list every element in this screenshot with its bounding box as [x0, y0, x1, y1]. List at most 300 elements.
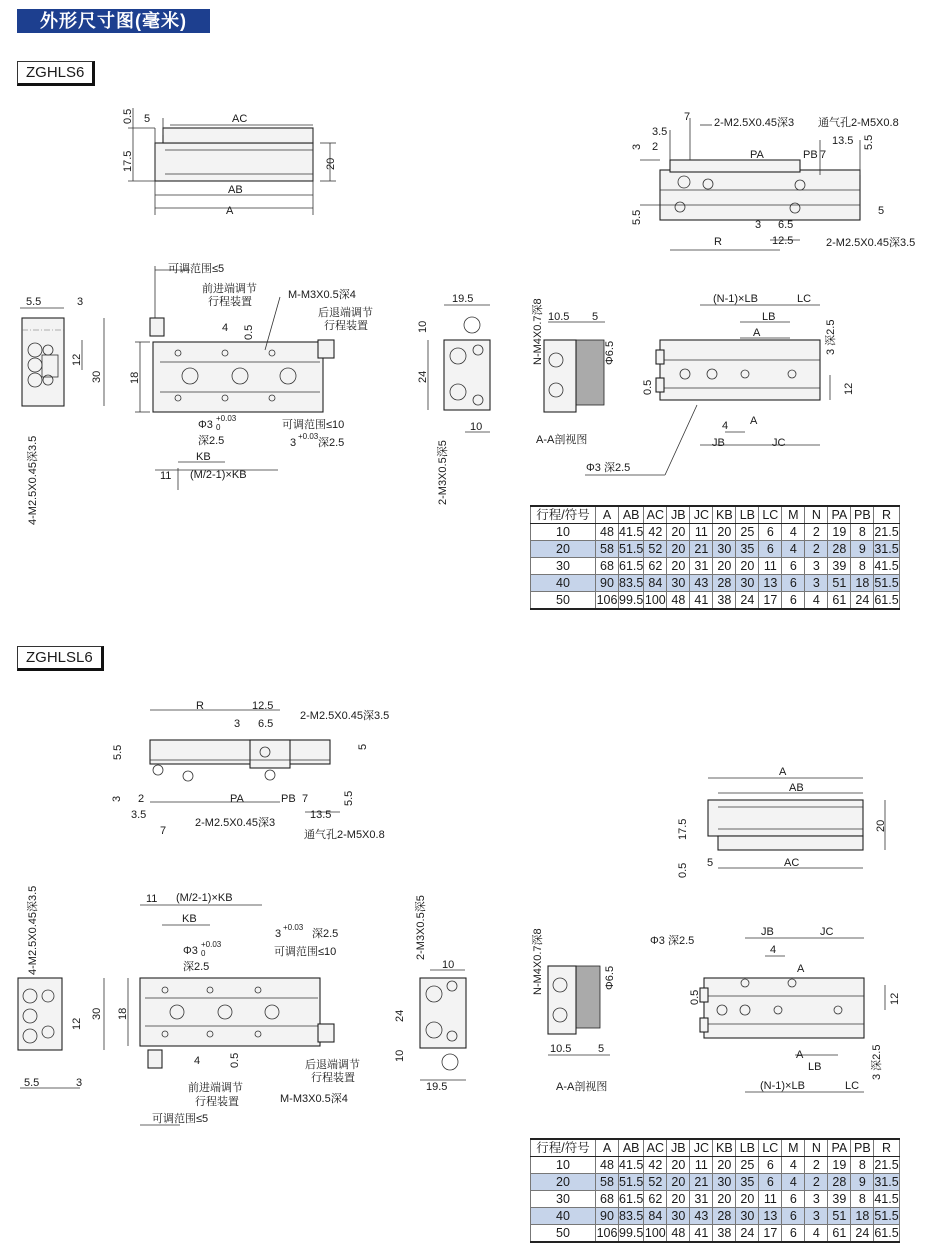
dim-label: 5.5: [631, 209, 643, 225]
table-cell: 13: [759, 575, 782, 592]
table-cell: 31.5: [874, 1175, 899, 1189]
rear-adj-label-2: 行程装置: [324, 320, 368, 332]
table-row: [531, 575, 900, 592]
zghlsl6-section-view: [531, 926, 901, 1093]
table-cell: 31.5: [874, 542, 899, 556]
table-header-cell: JC: [690, 506, 713, 524]
dim-label: 30: [91, 1007, 103, 1020]
dim-label: KB: [182, 913, 197, 925]
tap-top-label: 2-M2.5X0.45深3: [714, 117, 795, 129]
dim-label: 5.5: [343, 790, 355, 806]
table-cell: 35: [736, 541, 759, 558]
table-cell: 30: [531, 1191, 596, 1208]
dim-label: (M/2-1)×KB: [176, 892, 233, 904]
adj-range-10-label: 可调范围≤10: [274, 946, 337, 958]
table-cell: 3: [805, 558, 828, 575]
tol0-label: 0: [216, 423, 221, 432]
dim-label: AC: [784, 857, 800, 869]
dim-label: PA: [230, 793, 244, 805]
m-tap-label: M-M3X0.5深4: [288, 289, 356, 301]
dim-label: PB: [281, 793, 296, 805]
table-header-cell: 行程/符号: [531, 1139, 596, 1157]
table-cell: 52: [644, 541, 667, 558]
table-cell: 20: [531, 541, 596, 558]
table-cell: 18: [851, 575, 874, 592]
table-cell: 106: [596, 1226, 618, 1240]
adj-range-5-label: 可调范围≤5: [152, 1113, 209, 1125]
table-header-cell: A: [596, 506, 619, 524]
phi3-deep-label: Φ3 深2.5: [650, 935, 695, 947]
table-cell: 42: [644, 1157, 667, 1174]
dim-label: 5.5: [112, 744, 124, 760]
table-cell: 30: [531, 558, 596, 575]
side-tap-label: 4-M2.5X0.45深3.5: [27, 885, 39, 975]
dim-label: 10: [417, 320, 429, 333]
n-tap-label: N-M4X0.7深8: [532, 298, 544, 365]
table-header-cell: LC: [759, 1139, 782, 1157]
table-header-cell: PA: [828, 506, 851, 524]
table-cell: 28: [713, 1208, 736, 1225]
table-row: [531, 1157, 900, 1174]
table-cell: 20: [736, 558, 759, 575]
m3-tap-label: 2-M3X0.5深5: [437, 440, 449, 505]
table-cell: 30: [736, 575, 759, 592]
spec-table-zghlsl6: [530, 1138, 900, 1243]
dim-label: 5.5: [863, 134, 875, 150]
table-cell: 19: [828, 524, 851, 541]
table-cell: 6: [782, 558, 805, 575]
table-cell: 52: [644, 1174, 667, 1191]
table-cell: 11: [690, 1157, 713, 1174]
phi3-label: Φ3: [198, 419, 213, 431]
table-cell: 4: [805, 1225, 828, 1243]
table-header-row: [531, 1139, 900, 1157]
dim-label: 10: [470, 421, 483, 433]
page-title: 外形尺寸图(毫米): [17, 9, 210, 33]
dim-label: JB: [712, 437, 725, 449]
dim-label: 0.5: [642, 379, 654, 395]
dim-label: LC: [845, 1080, 860, 1092]
table-cell: 39: [828, 558, 851, 575]
table-cell: 21.5: [874, 1158, 899, 1172]
table-cell: 11: [759, 558, 782, 575]
table-cell: 90: [596, 575, 619, 592]
table-cell: 13: [759, 1208, 782, 1225]
table-header-cell: N: [805, 1139, 828, 1157]
table-cell: 43: [690, 575, 713, 592]
table-cell: 2: [805, 524, 828, 541]
table-cell: 20: [667, 524, 690, 541]
dim-label: 11: [160, 470, 172, 482]
table-cell: 43: [690, 1208, 713, 1225]
tap-bottom-label: 2-M2.5X0.45深3.5: [300, 710, 390, 722]
table-cell: 21: [690, 541, 713, 558]
table-cell: 62: [644, 1191, 667, 1208]
zghls6-plan-view: [129, 261, 373, 490]
table-cell: 61.5: [619, 1192, 644, 1206]
table-header-cell: PA: [828, 1139, 851, 1157]
model-label-zghls6: ZGHLS6: [17, 61, 95, 86]
table-header-cell: PB: [851, 1139, 874, 1157]
table-cell: 48: [667, 592, 690, 610]
dim-label: 7: [302, 793, 309, 805]
phi3-label: Φ3: [183, 945, 198, 957]
table-cell: 6: [759, 1157, 782, 1174]
dim-label: 10.5: [548, 311, 570, 323]
table-cell: 20: [667, 1174, 690, 1191]
table-cell: 61: [828, 592, 851, 610]
tap-top-label: 2-M2.5X0.45深3: [195, 817, 276, 829]
zghlsl6-plan-view: [117, 892, 360, 1125]
dim-label: A: [779, 766, 787, 778]
dim-label: 20: [875, 819, 887, 832]
three-label: 3: [275, 928, 282, 940]
dim-label: 5.5: [24, 1077, 40, 1089]
table-cell: 51: [828, 1208, 851, 1225]
table-cell: 6: [782, 592, 805, 610]
table-header-cell: JC: [690, 1139, 713, 1157]
table-cell: 38: [713, 592, 736, 610]
table-cell: 83.5: [619, 576, 644, 590]
dim-label: 19.5: [426, 1081, 448, 1093]
table-cell: 6: [759, 1174, 782, 1191]
table-cell: 41: [690, 592, 713, 610]
zghlsl6-end-view: [18, 886, 104, 1089]
table-cell: 41.5: [874, 1192, 899, 1206]
table-cell: 68: [596, 558, 619, 575]
dim-label: 10.5: [550, 1043, 572, 1055]
table-cell: 2: [805, 1157, 828, 1174]
model-label-zghlsl6: ZGHLSL6: [17, 646, 104, 671]
table-header-cell: JB: [667, 506, 690, 524]
table-header-cell: N: [805, 506, 828, 524]
spec-table-zghls6: [530, 505, 900, 610]
dim-label: 0.5: [689, 989, 701, 1005]
zghls6-right-end-view: [417, 293, 490, 505]
table-cell: 51.5: [874, 1209, 899, 1223]
table-cell: 25: [736, 1157, 759, 1174]
table-cell: 40: [531, 1208, 596, 1225]
dim-label: 3.5: [131, 809, 147, 821]
dim-label: 5: [598, 1043, 605, 1055]
dim-label: 0.5: [122, 108, 134, 124]
table-cell: 51.5: [619, 542, 644, 556]
table-cell: 100: [644, 1226, 666, 1240]
table-header-cell: LC: [759, 506, 782, 524]
table-cell: 2: [805, 541, 828, 558]
table-cell: 48: [596, 524, 619, 541]
table-cell: 6: [782, 575, 805, 592]
rear-adj-label-1: 后退端调节: [318, 307, 373, 319]
table-header-cell: R: [874, 1139, 899, 1157]
dim-label: 10: [442, 959, 455, 971]
dim-label: 24: [417, 370, 429, 383]
section-label: A-A剖视图: [556, 1081, 608, 1093]
m-tap-label: M-M3X0.5深4: [280, 1093, 348, 1105]
table-cell: 6: [782, 1191, 805, 1208]
zghls6-top-view: [122, 108, 337, 217]
dim-label: 7: [684, 111, 691, 123]
table-cell: 20: [713, 1157, 736, 1174]
dim-label: 5: [144, 113, 151, 125]
dim-label: 13.5: [310, 809, 332, 821]
dim-label: 12.5: [772, 235, 794, 247]
dim-label: JB: [761, 926, 774, 938]
table-cell: 20: [713, 558, 736, 575]
table-cell: 50: [531, 1225, 596, 1243]
table-cell: 20: [713, 524, 736, 541]
table-cell: 61.5: [874, 1226, 899, 1240]
table-header-cell: KB: [713, 506, 736, 524]
deep-label: 深2.5: [198, 435, 225, 447]
deep-label: 深2.5: [312, 928, 339, 940]
table-cell: 41.5: [619, 525, 644, 539]
table-cell: 3: [805, 1191, 828, 1208]
dim-label: 5: [357, 743, 369, 750]
three-deep-label: 3 深2.5: [825, 319, 837, 355]
table-cell: 4: [782, 1174, 805, 1191]
dim-label: 20: [325, 157, 337, 170]
dim-label: 5.5: [26, 296, 42, 308]
dim-label: 17.5: [122, 150, 134, 172]
table-row: [531, 541, 900, 558]
table-row: [531, 592, 900, 610]
table-cell: 58: [596, 541, 619, 558]
table-row: [531, 558, 900, 575]
dim-label: 3: [77, 296, 84, 308]
dim-label: 4: [722, 420, 729, 432]
table-cell: 30: [713, 1174, 736, 1191]
side-tap-label: 4-M2.5X0.45深3.5: [27, 435, 39, 525]
table-cell: 106: [596, 593, 618, 607]
table-cell: 20: [736, 1191, 759, 1208]
dim-label: 24: [394, 1009, 406, 1022]
table-cell: 28: [828, 541, 851, 558]
deep-label: 深2.5: [183, 961, 210, 973]
table-cell: 3: [805, 1208, 828, 1225]
dim-label: 12: [889, 992, 901, 1005]
dim-label: 4: [194, 1055, 201, 1067]
dim-label: 30: [91, 370, 103, 383]
zghls6-section-view: [531, 293, 855, 475]
table-cell: 39: [828, 1191, 851, 1208]
zghls6-side-view: [631, 111, 915, 250]
table-header-cell: M: [782, 506, 805, 524]
phi3-deep-label: Φ3 深2.5: [586, 462, 631, 474]
dim-label: 13.5: [832, 135, 854, 147]
table-header-cell: AC: [644, 1139, 667, 1157]
table-cell: 17: [759, 592, 782, 610]
dim-label: Φ6.5: [604, 965, 616, 990]
table-cell: 61.5: [874, 593, 899, 607]
table-cell: 58: [596, 1174, 619, 1191]
front-adj-label-2: 行程装置: [195, 1096, 239, 1108]
table-cell: 11: [690, 524, 713, 541]
table-cell: 51: [828, 575, 851, 592]
vent-label: 通气孔2-M5X0.8: [818, 117, 899, 129]
dim-label: 2: [138, 793, 145, 805]
adj-range-10-label: 可调范围≤10: [282, 419, 345, 431]
table-cell: 30: [713, 541, 736, 558]
table-cell: 10: [531, 1157, 596, 1174]
table-header-cell: LB: [736, 1139, 759, 1157]
dim-label: R: [714, 236, 722, 248]
dim-label: 5: [878, 205, 885, 217]
table-cell: 61.5: [619, 559, 644, 573]
table-header-row: [531, 506, 900, 524]
dim-label: Φ6.5: [604, 340, 616, 365]
dim-label: AB: [228, 184, 243, 196]
dim-label: 19.5: [452, 293, 474, 305]
table-cell: 4: [782, 1157, 805, 1174]
dim-label: LC: [797, 293, 812, 305]
table-cell: 61: [828, 1225, 851, 1243]
dim-label: 3: [111, 795, 123, 802]
tol-label: +0.03: [201, 940, 222, 949]
table-cell: 9: [851, 541, 874, 558]
section-label: A-A剖视图: [536, 434, 588, 446]
table-cell: 99.5: [619, 593, 644, 607]
table-cell: 41.5: [874, 559, 899, 573]
table-cell: 90: [596, 1208, 619, 1225]
dim-label: LB: [762, 311, 776, 323]
table-header-cell: KB: [713, 1139, 736, 1157]
table-cell: 62: [644, 558, 667, 575]
table-cell: 20: [713, 1191, 736, 1208]
table-cell: 51.5: [619, 1175, 644, 1189]
table-cell: 10: [531, 524, 596, 541]
dim-label: 18: [117, 1007, 129, 1020]
three-deep-label: 3 深2.5: [871, 1044, 883, 1080]
dim-label: R: [196, 700, 204, 712]
tol-label: +0.03: [216, 414, 237, 423]
dim-label: 12.5: [252, 700, 274, 712]
dim-label: 3: [631, 143, 643, 150]
table-header-cell: PB: [851, 506, 874, 524]
table-cell: 48: [667, 1225, 690, 1243]
table-cell: 20: [667, 1157, 690, 1174]
table-cell: 8: [851, 524, 874, 541]
dim-label: PB: [803, 149, 818, 161]
table-cell: 99.5: [619, 1226, 644, 1240]
dim-label: 12: [71, 353, 83, 366]
dim-label: 0.5: [677, 862, 689, 878]
tap-bottom-label: 2-M2.5X0.45深3.5: [826, 237, 916, 249]
dim-label: 0.5: [243, 324, 255, 340]
table-cell: 84: [644, 575, 667, 592]
table-cell: 35: [736, 1174, 759, 1191]
dim-label: A: [750, 415, 758, 427]
front-adj-label-1: 前进端调节: [202, 283, 257, 295]
table-cell: 6: [782, 1225, 805, 1243]
table-header-cell: R: [874, 506, 899, 524]
dim-label: AB: [789, 782, 804, 794]
dim-label: (N-1)×LB: [760, 1080, 805, 1092]
dim-label: 5: [592, 311, 599, 323]
dim-label: 4: [222, 322, 229, 334]
adj-range-5-label: 可调范围≤5: [168, 263, 225, 275]
dim-label: 18: [129, 371, 141, 384]
zghlsl6-right-end-view: [394, 895, 466, 1093]
dim-label: 3.5: [652, 126, 668, 138]
dim-label: (N-1)×LB: [713, 293, 758, 305]
front-adj-label-1: 前进端调节: [188, 1082, 243, 1094]
rear-adj-label-2: 行程装置: [311, 1072, 355, 1084]
table-cell: 30: [667, 1208, 690, 1225]
table-cell: 24: [736, 592, 759, 610]
dim-label: A: [753, 327, 761, 339]
dim-label: 6.5: [778, 219, 794, 231]
dim-label: 12: [843, 382, 855, 395]
table-cell: 21: [690, 1174, 713, 1191]
table-cell: 84: [644, 1208, 667, 1225]
dim-label: LB: [808, 1061, 822, 1073]
table-cell: 8: [851, 1191, 874, 1208]
table-cell: 50: [531, 592, 596, 610]
dim-label: (M/2-1)×KB: [190, 469, 247, 481]
table-header-cell: LB: [736, 506, 759, 524]
deep-label: 深2.5: [318, 437, 345, 449]
dim-label: 6.5: [258, 718, 274, 730]
table-header-cell: AC: [644, 506, 667, 524]
table-cell: 100: [644, 593, 666, 607]
n-tap-label: N-M4X0.7深8: [532, 928, 544, 995]
table-header-cell: 行程/符号: [531, 506, 596, 524]
dim-label: 0.5: [229, 1052, 241, 1068]
table-cell: 30: [667, 575, 690, 592]
table-cell: 19: [828, 1157, 851, 1174]
tol-label: +0.03: [283, 923, 304, 932]
table-header-cell: JB: [667, 1139, 690, 1157]
dim-label: 7: [820, 149, 827, 161]
table-header-cell: AB: [619, 506, 644, 524]
table-cell: 4: [782, 541, 805, 558]
dim-label: 5: [707, 857, 714, 869]
dim-label: 3: [755, 219, 762, 231]
table-cell: 41: [690, 1225, 713, 1243]
table-row: [531, 1191, 900, 1208]
dim-label: 2: [652, 141, 659, 153]
table-cell: 83.5: [619, 1209, 644, 1223]
table-cell: 25: [736, 524, 759, 541]
dim-label: 10: [394, 1049, 406, 1062]
dim-label: 17.5: [677, 818, 689, 840]
table-cell: 48: [596, 1157, 619, 1174]
table-row: [531, 1208, 900, 1225]
zghlsl6-side-view: [111, 700, 389, 841]
table-cell: 11: [759, 1191, 782, 1208]
dim-label: JC: [772, 437, 786, 449]
dim-label: 12: [71, 1017, 83, 1030]
rear-adj-label-1: 后退端调节: [305, 1059, 360, 1071]
table-cell: 21.5: [874, 525, 899, 539]
table-cell: 31: [690, 1191, 713, 1208]
table-cell: 3: [805, 575, 828, 592]
dim-label: 11: [146, 893, 158, 905]
m3-tap-label: 2-M3X0.5深5: [415, 895, 427, 960]
table-cell: 28: [828, 1174, 851, 1191]
table-cell: 2: [805, 1174, 828, 1191]
table-cell: 4: [782, 524, 805, 541]
table-row: [531, 524, 900, 541]
table-cell: 18: [851, 1208, 874, 1225]
dim-label: 4: [770, 944, 777, 956]
table-cell: 6: [782, 1208, 805, 1225]
table-cell: 41.5: [619, 1158, 644, 1172]
table-cell: 31: [690, 558, 713, 575]
table-cell: 6: [759, 524, 782, 541]
vent-label: 通气孔2-M5X0.8: [304, 829, 385, 841]
